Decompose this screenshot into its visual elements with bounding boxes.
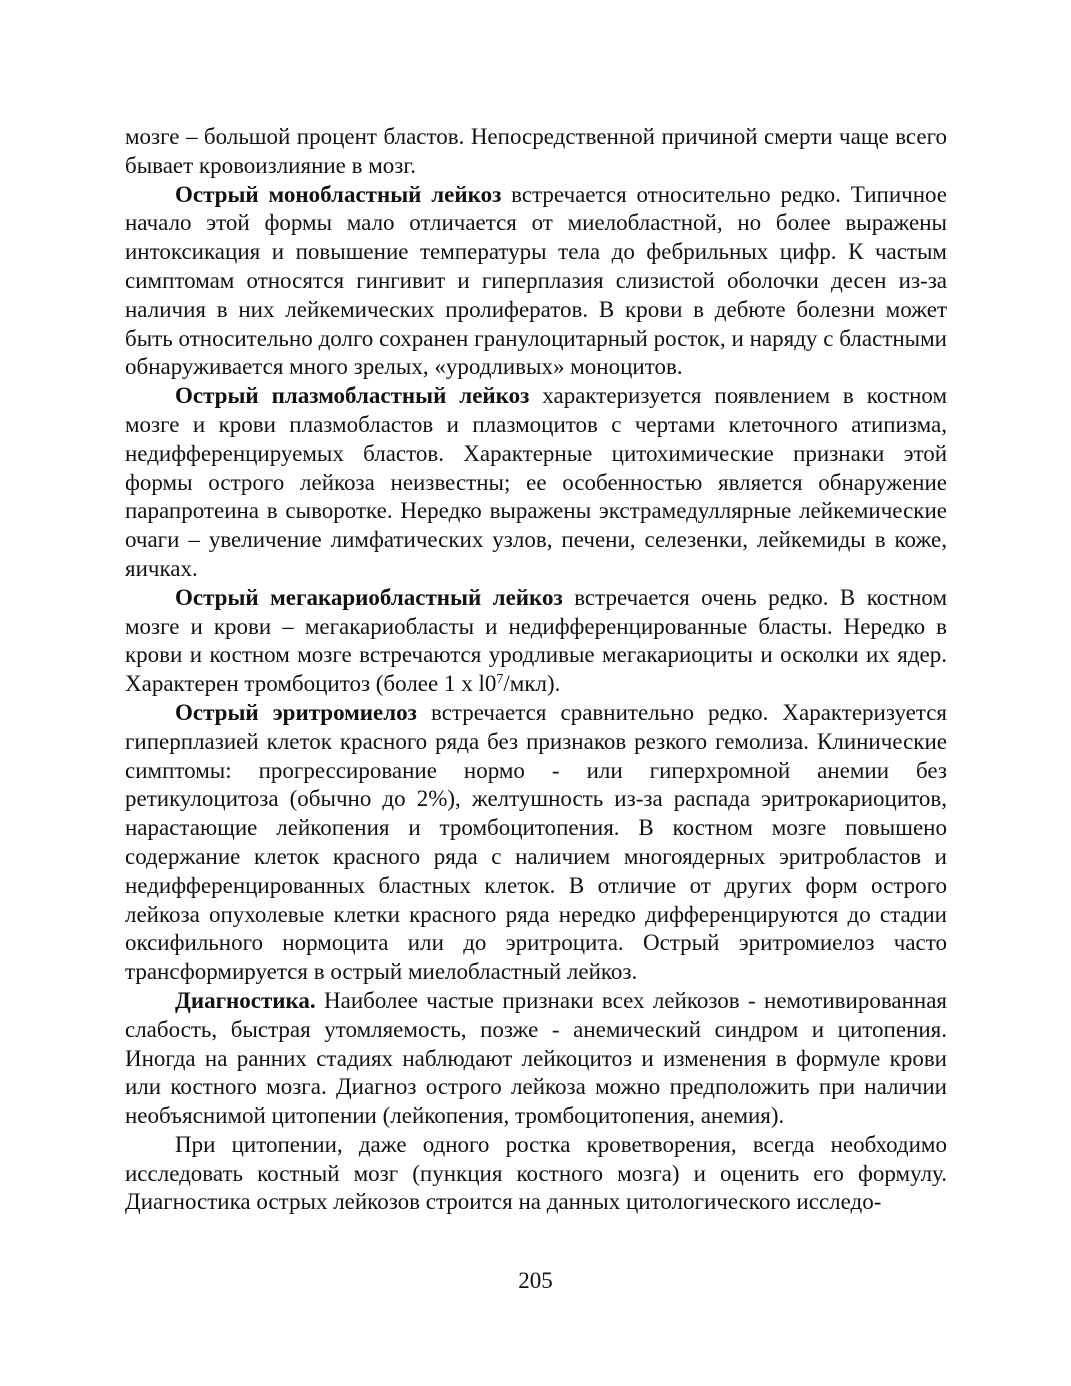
paragraph-cytopenia	[125, 1131, 947, 1217]
paragraph-text: характеризуется появлением в костном мозге и крови плазмобластов и плазмоцитов с чертами клеточного атипизма, недифференцируемых бластов. Характерные цитохимические признаки этой формы острого лейкоза неизвестны; ее особенностью является обнаружение парапротеина в сыворотке. Нередко выражены экстрамедуллярные лейкемические очаги – увеличение лимфатических узлов, печени, селезенки, лейкемиды в коже, яичках.	[125, 383, 947, 581]
paragraph-text: встречается относительно редко. Типичное начало этой формы мало отличается от миелобластной, но более выражены интоксикация и повышение температуры тела до фебрильных цифр. К частым симптомам относятся гингивит и гиперплазия слизистой оболочки десен из-за наличия в них лейкемических пролифератов. В крови в дебюте болезни может быть относительно долго сохранен гранулоцитарный росток, и наряду с бластными обнаруживается много зрелых, «уродливых» моноцитов.	[125, 181, 947, 380]
paragraph-diagnostics	[125, 987, 947, 1131]
paragraph-lead: Острый монобластный лейкоз	[175, 181, 502, 207]
paragraph-text: встречается очень редко. В костном мозге и крови – мегакариобласты и недифференцированные бласты. Нередко в крови и костном мозге встречаются уродливые мегакариоциты и осколки их ядер. Характерен тромбоцитоз (более 1 х l0	[125, 584, 947, 697]
paragraph-tail: /мкл).	[503, 671, 561, 697]
page-body	[125, 123, 947, 1217]
paragraph-monoblastic	[125, 181, 947, 383]
paragraph-text: встречается сравнительно редко. Характеризуется гиперплазией клеток красного ряда без признаков резкого гемолиза. Клинические симптомы: прогрессирование нормо - или гиперхромной анемии без ретикулоцитоза (обычно до 2%), желтушность из-за распада эритрокариоцитов, нарастающие лейкопения и тромбоцитопения. В костном мозге повышено содержание клеток красного ряда с наличием многоядерных эритробластов и недифференцированных бластных клеток. В отличие от других форм острого лейкоза опухолевые клетки красного ряда нередко дифференцируются до стадии оксифильного нормоцита или до эритроцита. Острый эритромиелоз часто трансформируется в острый миелобластный лейкоз.	[125, 699, 947, 985]
paragraph-lead: Острый эритромиелоз	[175, 699, 417, 725]
superscript-exponent: 7	[496, 672, 504, 688]
paragraph-plasmoblastic	[125, 382, 947, 584]
paragraph-text: Наиболее частые признаки всех лейкозов - немотивированная слабость, быстрая утомляемость, позже - анемический синдром и цитопения. Иногда на ранних стадиях наблюдают лейкоцитоз и изменения в формуле крови или костного мозга. Диагноз острого лейкоза можно предположить при наличии необъяснимой цитопении (лейкопения, тромбоцитопения, анемия).	[125, 987, 947, 1129]
page-number: 205	[518, 1268, 553, 1293]
paragraph-lead: Диагностика.	[175, 987, 316, 1013]
paragraph-lead: Острый мегакариобластный лейкоз	[175, 584, 563, 610]
paragraph-lead: Острый плазмобластный лейкоз	[175, 383, 530, 409]
paragraph-text: При цитопении, даже одного ростка кроветворения, всегда необходимо исследовать костный мозг (пункция костного мозга) и оценить его формулу. Диагностика острых лейкозов строится на данных цитологического исследо-	[125, 1131, 947, 1215]
paragraph-continuation	[125, 123, 947, 181]
paragraph-text: мозге – большой процент бластов. Непосредственной причиной смерти чаще всего бывает кровоизлияние в мозг.	[125, 124, 947, 178]
paragraph-erythromyelosis	[125, 699, 947, 987]
paragraph-megakaryoblastic	[125, 584, 947, 699]
